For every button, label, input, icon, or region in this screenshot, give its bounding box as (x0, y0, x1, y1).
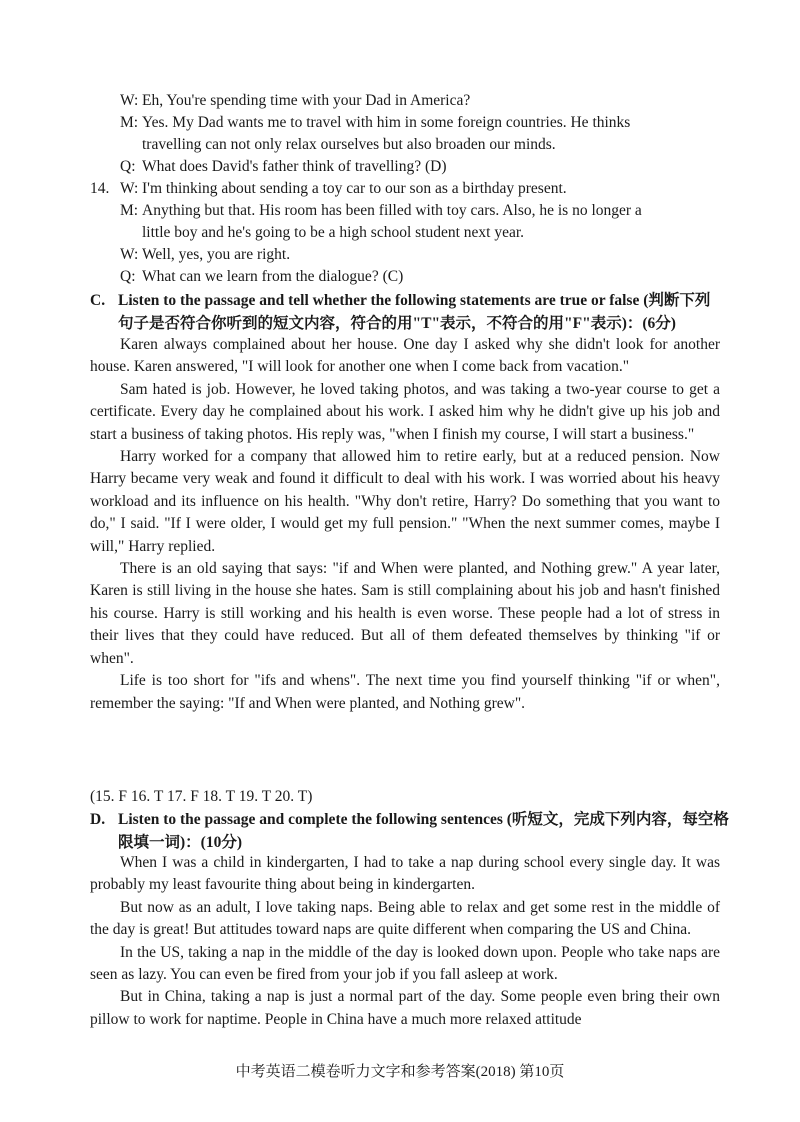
dialogue-text: Anything but that. His room has been filled with toy cars. Also, he is no longer a (142, 202, 642, 219)
dialogue-text: I'm thinking about sending a toy car to our son as a birthday present. (142, 180, 567, 197)
dialogue-text: little boy and he's going to be a high school student next year. (142, 224, 525, 241)
speaker-label: M: (120, 202, 139, 219)
section-label: C. (90, 292, 106, 309)
passage-paragraph: But in China, taking a nap is just a normal part of the day. Some people even bring their own pillow to work for naptime. People in China have a much more relaxed attitude (90, 988, 720, 1028)
passage-paragraph: Karen always complained about her house. One day I asked why she didn't look for another house. Karen answered, "I will look for another one when I come back from vacation." (90, 336, 720, 376)
speaker-label: M: (120, 114, 139, 131)
question-line (120, 267, 403, 287)
dialogue-text: Yes. My Dad wants me to travel with him in some foreign countries. He thinks (142, 114, 631, 131)
passage-paragraph: Harry worked for a company that allowed him to retire early, but at a reduced pension. Now Harry became very weak and found it difficult to deal with his work. I was worried about his heavy workload and its influence on his health. "Why don't retire, Harry? Do something that you want to do," I said. "If I were older, I would get my full pension." "When the next summer comes, maybe I will," Harry replied. (90, 448, 720, 555)
passage-paragraph: There is an old saying that says: "if and When were planted, and Nothing grew." A year later, Karen is still living in the house she hates. Sam is still complaining about his job and hasn't finished his course. Harry is still working and his health is even worse. These people had a lot of stress in their lives that they could have reduced. But all of them defeated themselves by thinking "if or when". (90, 560, 720, 667)
passage-paragraph: Life is too short for "ifs and whens". The next time you find yourself thinking "if or when", remember the saying: "If and When were planted, and Nothing grew". (90, 672, 720, 712)
section-c-heading (90, 289, 730, 335)
question-text: What can we learn from the dialogue? (C) (142, 268, 404, 285)
passage-paragraph: But now as an adult, I love taking naps. Being able to relax and get some rest in the middle of the day is great! But attitudes toward naps are quite different when comparing the US and China. (90, 898, 720, 939)
heading-text: Listen to the passage and tell whether the following statements are true or false (判断下列 (118, 292, 711, 309)
heading-text: 限填一词)：(10分) (118, 834, 242, 851)
heading-text: Listen to the passage and complete the following sentences (听短文，完成下列内容，每空格 (118, 811, 729, 828)
answer-key: (15. F 16. T 17. F 18. T 19. T 20. T) (90, 788, 313, 805)
question-number: 14. (90, 180, 110, 197)
dialogue-line (120, 201, 642, 221)
section-d-passage (90, 852, 720, 1031)
section-c-passage (90, 334, 720, 715)
dialogue-text: travelling can not only relax ourselves but also broaden our minds. (142, 136, 556, 153)
question-line (120, 157, 447, 177)
passage-paragraph: When I was a child in kindergarten, I had to take a nap during school every single day. It was probably my least favourite thing about being in kindergarten. (90, 854, 720, 894)
speaker-label: W: (120, 246, 139, 263)
dialogue-line (142, 223, 524, 243)
dialogue-line (120, 91, 470, 111)
heading-text: 句子是否符合你听到的短文内容，符合的用"T"表示，不符合的用"F"表示)：(6分) (118, 315, 676, 332)
section-label: D. (90, 811, 106, 828)
dialogue-line (142, 135, 556, 155)
dialogue-line (120, 113, 630, 133)
passage-paragraph: Sam hated is job. However, he loved taking photos, and was taking a two-year course to get a certificate. Every day he complained about his work. I asked him why he didn't give up his job and start a business of taking photos. His reply was, "when I finish my course, I will start a business." (90, 380, 720, 443)
dialogue-line (90, 179, 567, 199)
question-text: What does David's father think of travelling? (D) (142, 158, 447, 175)
section-d-heading (90, 808, 730, 854)
speaker-label: Q: (120, 268, 136, 285)
dialogue-text: Well, yes, you are right. (142, 246, 291, 263)
speaker-label: W: (120, 92, 139, 109)
passage-paragraph: In the US, taking a nap in the middle of the day is looked down upon. People who take naps are seen as lazy. You can even be fired from your job if you fall asleep at work. (90, 943, 720, 984)
dialogue-text: Eh, You're spending time with your Dad in America? (142, 92, 471, 109)
page-footer: 中考英语二模卷听力文字和参考答案(2018) 第10页 (235, 1064, 565, 1080)
speaker-label: W: (120, 180, 139, 197)
dialogue-line (120, 245, 290, 265)
speaker-label: Q: (120, 158, 136, 175)
